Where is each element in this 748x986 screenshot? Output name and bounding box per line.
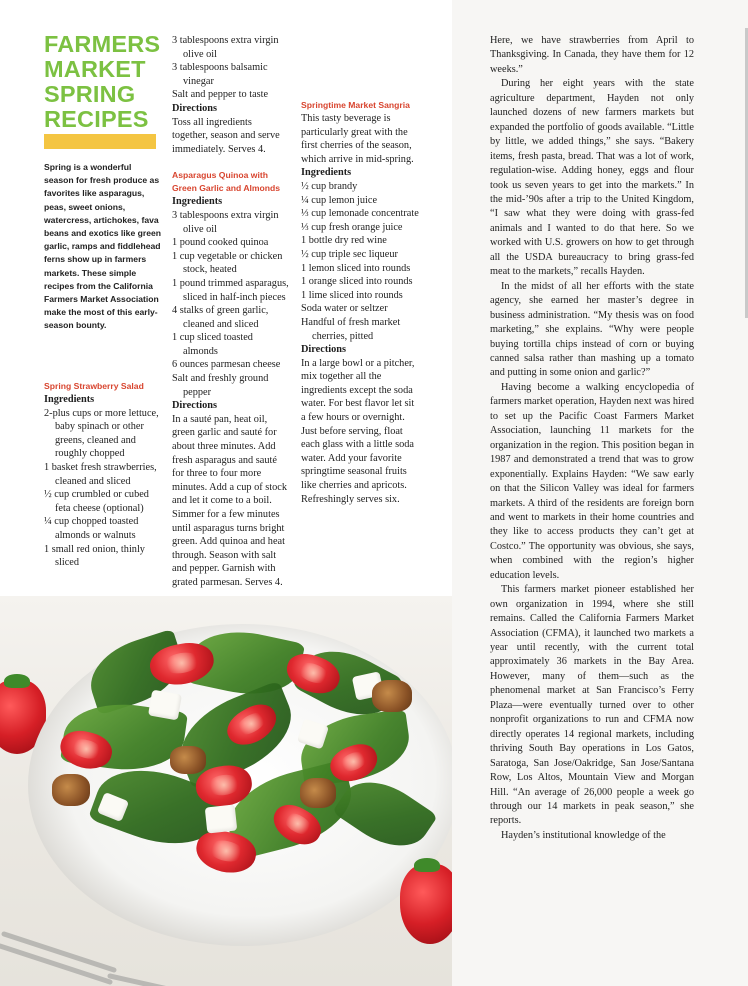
recipe-column-2 — [172, 34, 290, 590]
quinoa-ingredient: 1 cup vegetable or chicken stock, heated — [172, 250, 283, 276]
salad-ingredient: Salt and pepper to taste — [172, 89, 269, 101]
salad-ingredient: 3 tablespoons extra virgin olive oil — [172, 35, 279, 60]
recipe-title-sangria: Springtime Market Sangria — [301, 100, 410, 110]
title-line-2: MARKET — [44, 56, 146, 82]
recipe-column-3 — [301, 34, 419, 506]
sangria-ingredient: ¼ cup lemon juice — [301, 194, 378, 206]
quinoa-ingredient: 1 cup sliced toasted almonds — [172, 332, 253, 357]
sangria-ingredient: ⅓ cup fresh orange juice — [301, 221, 403, 233]
quinoa-directions: In a sauté pan, heat oil, green garlic and sauté for about three minutes. Add fresh asparagus and sauté for three to four more minutes. Add a cup of stock and let it come to a boil. Simmer for a few minutes until asparagus turns bright green. Add quinoa and heat through. Season with salt and pepper. Garnish with grated parmesan. Serves 4. — [172, 413, 287, 588]
title-line-1: FARMERS — [44, 31, 161, 57]
sangria-description: This tasty beverage is particularly great with the first cherries of the season, which arrive in mid-spring. — [301, 113, 414, 165]
salad-directions-label: Directions — [172, 102, 217, 114]
strawberry-cap — [4, 674, 30, 688]
sangria-ingredient: 1 bottle dry red wine — [301, 235, 387, 247]
quinoa-ingredient: 6 ounces parmesan cheese — [172, 359, 281, 371]
title-line-3: SPRING — [44, 81, 136, 107]
sangria-directions-label: Directions — [301, 344, 346, 356]
salad-directions: Toss all ingredients together, season and serve immediately. Serves 4. — [172, 116, 280, 155]
recipe-title-salad: Spring Strawberry Salad — [44, 381, 144, 391]
article-paragraph: Having become a walking encyclopedia of farmers market operation, Hayden next was hired to set up the Pacific Coast Farmers Market Association, launching 11 markets for the organization in the region. This position began in 1987 and demonstrated a trend that was to grow exponentially. Explains Hayden: “We saw early on that the Silicon Valley was ideal for farmers markets. A third of the residents are foreign born and went to markets in their home countries and they like to access products they can’t get at Costco.” The opportunity was obvious, she says, when combined with the region’s higher education levels. — [490, 381, 694, 581]
quinoa-ingredient: 1 pound cooked quinoa — [172, 237, 269, 249]
recipe-title-quinoa: Asparagus Quinoa with Green Garlic and Almonds — [172, 170, 281, 194]
article-paragraph: In the midst of all her efforts with the state agency, she earned her master’s degree in business administration. “My thesis was on food marketing,” she explains. “Why were people buying tortilla chips instead of corn or buying canned salsa rather than mashing up a tomato and putting in some onion and garlic?” — [490, 280, 694, 379]
fork-icon — [0, 916, 230, 986]
sangria-ingredients-label: Ingredients — [301, 167, 352, 179]
salad-photo — [0, 596, 452, 986]
salad-ingredient: 1 basket fresh strawberries, cleaned and sliced — [44, 461, 157, 487]
feta-cube — [205, 805, 238, 834]
salad-ingredients-label: Ingredients — [44, 394, 95, 405]
salad-ingredient: ½ cup crumbled or cubed feta cheese (optional) — [44, 489, 149, 514]
article-paragraph: Hayden’s institutional knowledge of the — [501, 829, 666, 841]
sangria-ingredient: ½ cup triple sec liqueur — [301, 248, 398, 260]
article-body — [490, 34, 694, 843]
sangria-ingredient: ½ cup brandy — [301, 180, 358, 192]
sangria-ingredient: Soda water or seltzer — [301, 303, 388, 315]
sangria-ingredient: Handful of fresh market cherries, pitted — [301, 316, 401, 342]
intro-text: Spring is a wonderful season for fresh produce as favorites like asparagus, peas, sweet onions, watercress, artichokes, fava beans and exotics like green garlic, ramps and fiddlehead ferns show up in farmers markets. These simple recipes from the California Farmers Market Association make the most of this early-season bounty. — [44, 162, 162, 331]
salad-ingredient: ¼ cup chopped toasted almonds or walnuts — [44, 516, 139, 541]
title-accent-bar — [44, 134, 156, 149]
quinoa-ingredient: 3 tablespoons extra virgin olive oil — [172, 209, 279, 235]
strawberry-right — [400, 864, 452, 944]
sangria-directions: In a large bowl or a pitcher, mix together all the ingredients except the soda water. For best flavor let sit a few hours or overnight. Just before serving, float each glass with a little soda water. Add your favorite springtime seasonal fruits like cherries and apricots. Refreshingly serves six. — [301, 357, 415, 505]
recipe-column-1 — [44, 380, 162, 570]
article-paragraph: Here, we have strawberries from April to Thanksgiving. In Canada, they have them for 12 weeks.” — [490, 35, 694, 75]
sangria-ingredient: 1 orange sliced into rounds — [301, 276, 413, 288]
walnut — [372, 680, 412, 712]
walnut — [170, 746, 206, 774]
quinoa-ingredients-label: Ingredients — [172, 196, 223, 208]
quinoa-directions-label: Directions — [172, 400, 217, 412]
walnut — [300, 778, 336, 808]
walnut — [52, 774, 90, 806]
sangria-ingredient: ⅓ cup lemonade concentrate — [301, 208, 419, 220]
article-paragraph: This farmers market pioneer established her own organization in 1994, where she still remains. Called the California Farmers Market Association (CFMA), it launched two markets a year until recently, with the current total approximately 36 markets in the Bay Area. However, many of them—such as the phenomenal market at San Francisco’s Ferry Plaza—were eventually turned over to other nonprofit organizations to run and CFMA now directly operates 14 regional markets, including thriving South Bay operations in Los Gatos, Saratoga, San Jose/Oakridge, San Jose/Santana Row, Los Altos, Mountain View and Morgan Hill. “An average of 26,000 people a week go through our 14 markets in peak season,” she reports. — [490, 584, 694, 827]
quinoa-ingredient: Salt and freshly ground pepper — [172, 373, 269, 398]
article-paragraph: During her eight years with the state agriculture department, Hayden not only launched dozens of new farmers markets but expanded the portfolio of goods available. “Little by little, we added things,” she says. “Bakery items, fresh pasta, bread. That was a lot of work, regulation-wise. Adding honey, eggs and flour took us seven years to get into the markets.” In the mid-’90s after a trip to the United Kingdom, “I saw what they were doing with grass-fed animals and I wanted to do that here. So we worked with U.S. growers on how to get through all the USDA bureaucracy to bring grass-fed meat to the markets,” recalls Hayden. — [490, 78, 694, 278]
title-line-4: RECIPES — [44, 106, 149, 132]
quinoa-ingredient: 4 stalks of green garlic, cleaned and sliced — [172, 305, 269, 330]
salad-ingredient: 3 tablespoons balsamic vinegar — [172, 62, 268, 87]
feta-cube — [148, 690, 182, 721]
salad-ingredient: 1 small red onion, thinly sliced — [44, 543, 145, 569]
sangria-ingredient: 1 lime sliced into rounds — [301, 289, 403, 301]
strawberry-cap — [414, 858, 440, 872]
sangria-ingredient: 1 lemon sliced into rounds — [301, 262, 411, 274]
quinoa-ingredient: 1 pound trimmed asparagus, sliced in half-inch pieces — [172, 277, 289, 303]
page-title — [44, 32, 174, 132]
salad-ingredient: 2-plus cups or more lettuce, baby spinach or other greens, cleaned and roughly chopped — [44, 407, 159, 460]
